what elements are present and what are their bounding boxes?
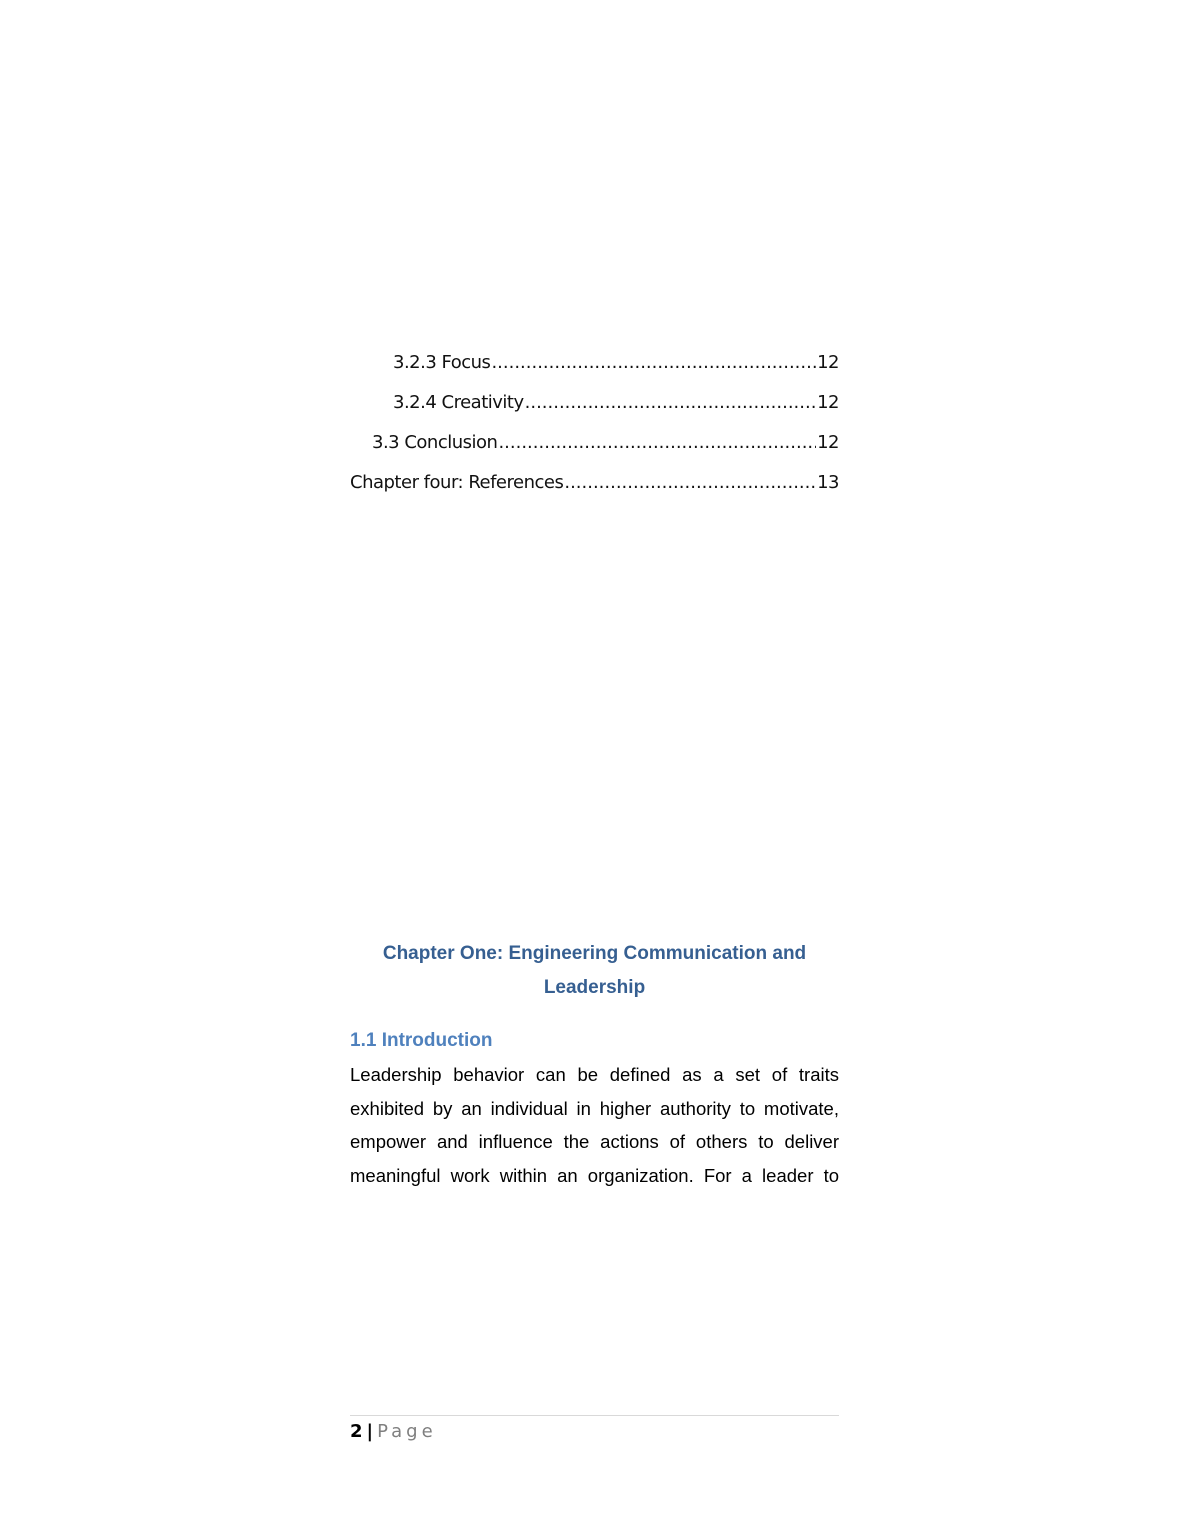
toc-dot-leader — [525, 383, 816, 423]
body-paragraph: Leadership behavior can be defined as a set of traits exhibited by an individual in higher authority to motivate, empower and influence the actions of others to deliver meaningful work within an organization. For a leader to — [350, 1064, 839, 1186]
table-of-contents — [350, 343, 839, 503]
toc-dot-leader — [564, 463, 816, 503]
footer-separator: | — [366, 1421, 374, 1442]
toc-entry-conclusion[interactable] — [350, 423, 839, 463]
toc-dot-leader — [491, 343, 816, 383]
toc-page-number: 12 — [817, 432, 839, 453]
section-heading: 1.1 Introduction — [350, 1030, 493, 1051]
toc-entry-label: 3.2.3 Focus — [393, 352, 491, 373]
toc-page-number: 12 — [817, 352, 839, 373]
page-number: 2 — [350, 1421, 363, 1442]
toc-page-number: 13 — [817, 472, 839, 493]
toc-page-number: 12 — [817, 392, 839, 413]
footer-divider — [350, 1415, 839, 1416]
toc-entry-label: 3.2.4 Creativity — [393, 392, 524, 413]
chapter-title-line2: Leadership — [543, 977, 646, 998]
chapter-title — [350, 937, 839, 1005]
toc-entry-label: 3.3 Conclusion — [372, 432, 498, 453]
toc-entry-focus[interactable] — [350, 343, 839, 383]
page-footer — [350, 1419, 437, 1445]
toc-dot-leader — [498, 423, 816, 463]
page-label: Page — [377, 1421, 437, 1442]
chapter-title-line1: Chapter One: Engineering Communication and — [382, 943, 807, 964]
toc-entry-creativity[interactable] — [350, 383, 839, 423]
toc-entry-label: Chapter four: References — [350, 472, 564, 493]
toc-entry-references[interactable] — [350, 463, 839, 503]
